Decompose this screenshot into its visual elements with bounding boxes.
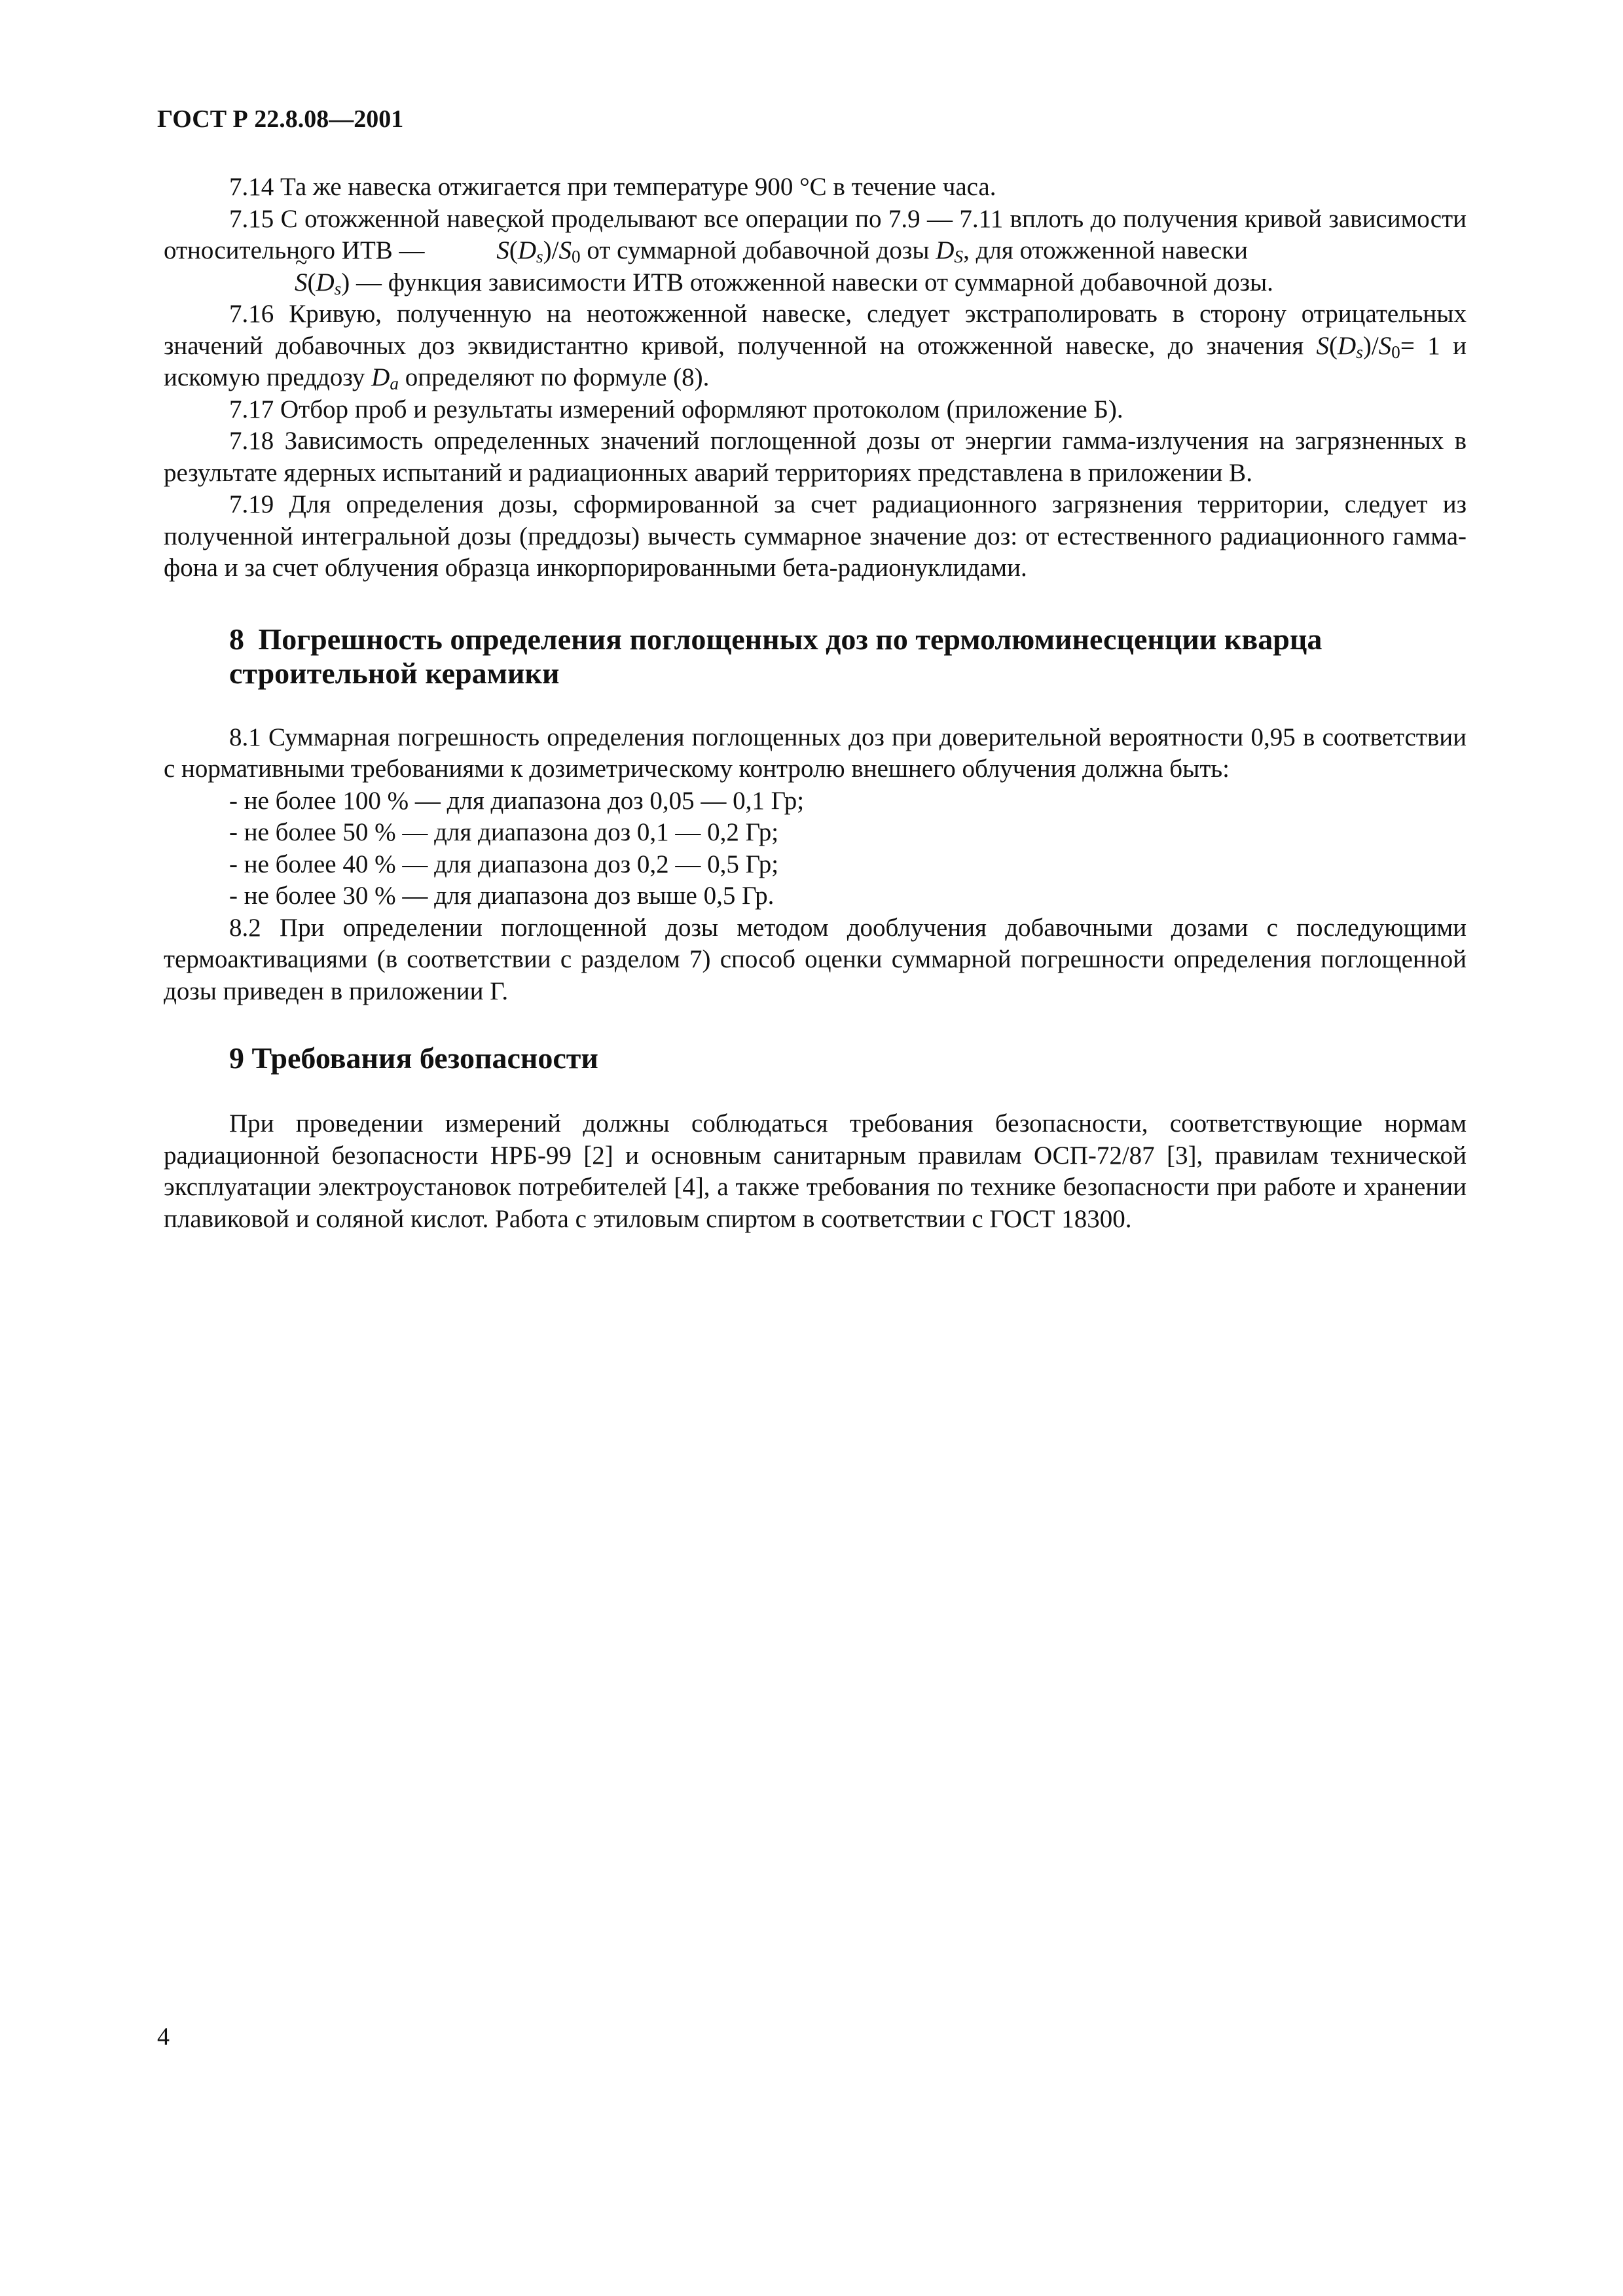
list-item: - не более 50 % — для диапазона доз 0,1 — 0,2 Гр;: [229, 818, 779, 846]
paragraph-8-2: 8.2 При определении поглощенной дозы методом дооблучения добавочными дозами с последующими термоактивациями (в соответствии с разделом 7) способ оценки суммарной погрешности определения поглощенной дозы приведен в приложении Г.: [164, 913, 1467, 1005]
paragraph-7-14: 7.14 Та же навеска отжигается при температуре 900 °С в течение часа.: [229, 173, 996, 201]
s-tilde-symbol: ~ S: [431, 235, 509, 267]
paragraph-7-17: 7.17 Отбор проб и результаты измерений оформляют протоколом (приложение Б).: [229, 395, 1123, 423]
paragraph-s-definition: ~ $S(D_s)$ — функция зависимости ИТВ отожженной навески от суммарной добавочной дозы.: [164, 267, 1467, 299]
paragraph-7-18: 7.18 Зависимость определенных значений поглощенной дозы от энергии гамма-излучения на загрязненных в результате ядерных испытаний и радиационных аварий территориях представлена в приложении В.: [164, 427, 1467, 487]
section-8-heading: 8 Погрешность определения поглощенных доз по термолюминесценции кварца строительной керамики: [229, 622, 1322, 690]
paragraph-7-16: 7.16 Кривую, полученную на неотожженной навеске, следует экстраполировать в сторону отрицательных значений добавочных доз эквидистантно кривой, полученной на отожженной навеске, до значения $S(D_s)/S_0= 1$ и искомую преддозу $D_a$ определяют по формуле (8).: [164, 300, 1467, 393]
paragraph-8-1: 8.1 Суммарная погрешность определения поглощенных доз при доверительной вероятности 0,95 в соответствии с нормативными требованиями к дозиметрическому контролю внешнего облучения должна быть:: [164, 723, 1467, 783]
list-item: - не более 100 % — для диапазона доз 0,05 — 0,1 Гр;: [229, 786, 805, 815]
page-number: 4: [157, 2023, 170, 2051]
paragraph-7-15: 7.15 С отожженной навеской проделывают все операции по 7.9 — 7.11 вплоть до получения кривой зависимости относительного ИТВ — ~ $S(D_s)/S_0$ от суммарной добавочной дозы $D_S$, для отожженной навески: [164, 204, 1467, 267]
list-item: - не более 30 % — для диапазона доз выше 0,5 Гр.: [229, 882, 775, 910]
paragraph-9: При проведении измерений должны соблюдаться требования безопасности, соответствующие нормам радиационной безопасности НРБ-99 [2] и основным санитарным правилам ОСП-72/87 [3], правилам технической эксплуатации электроустановок потребителей [4], а также требования по технике безопасности при работе и хранении плавиковой и соляной кислот. Работа с этиловым спиртом в соответствии с ГОСТ 18300.: [164, 1109, 1467, 1233]
list-item: - не более 40 % — для диапазона доз 0,2 — 0,5 Гр;: [229, 850, 779, 878]
paragraph-7-19: 7.19 Для определения дозы, сформированной за счет радиационного загрязнения территории, следует из полученной интегральной дозы (преддозы) вычесть суммарное значение доз: от естественного радиационного гамма-фона и за счет облучения образца инкорпорированными бета-радионуклидами.: [164, 490, 1467, 582]
document-body: [164, 171, 1467, 1235]
s-tilde-symbol: ~ S: [229, 267, 308, 299]
section-9-heading: 9 Требования безопасности: [229, 1041, 598, 1075]
document-header: ГОСТ Р 22.8.08—2001: [157, 105, 404, 133]
